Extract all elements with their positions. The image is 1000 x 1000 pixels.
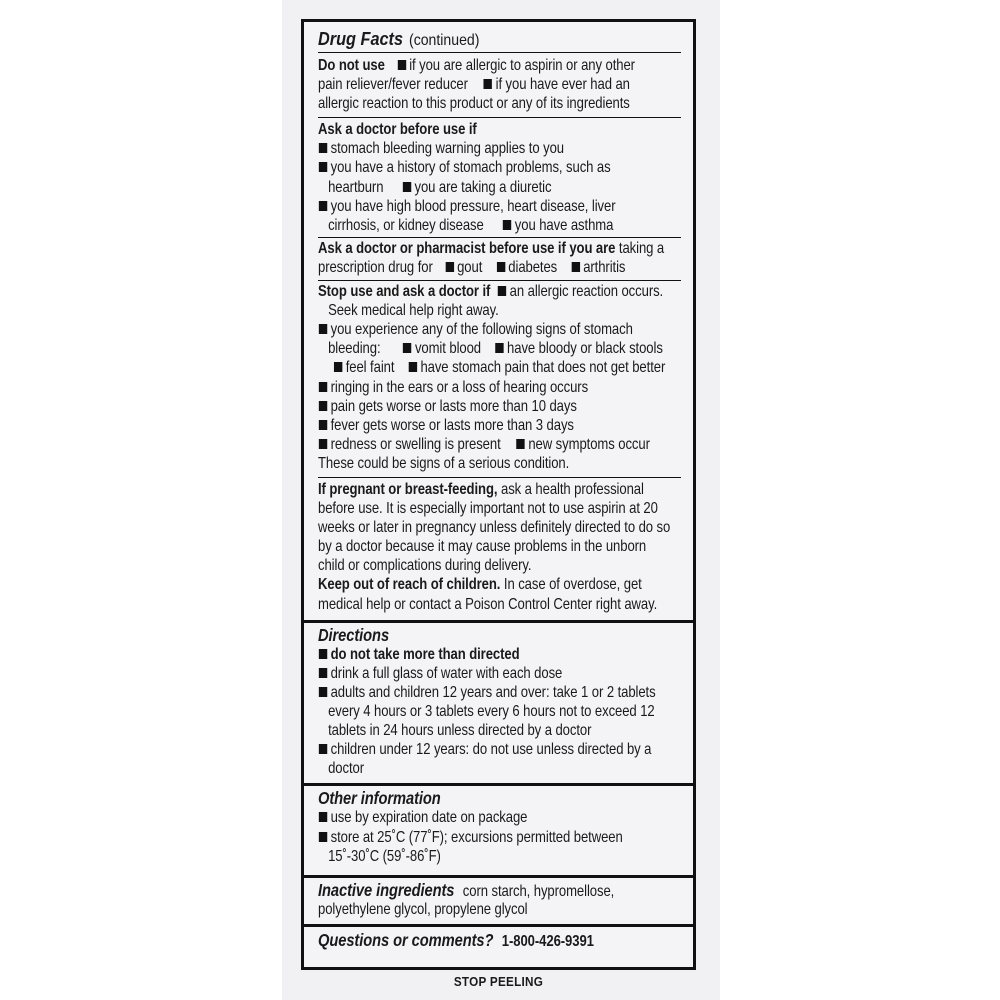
directions-item: tablets in 24 hours unless directed by a doctor [328,722,592,740]
pregnancy-text: by a doctor because it may cause problems in the unborn [318,538,647,556]
other-info-item: store at 25˚C (77˚F); excursions permitted between [330,828,623,846]
directions-item: every 4 hours or 3 tablets every 6 hours not to exceed 12 [328,703,655,720]
bullet-icon [319,812,327,822]
bullet-icon [319,744,327,754]
keep-out-heading: Keep out of reach of children. [318,576,501,594]
stop-use-section [318,281,681,473]
stop-use-item: you experience any of the following signs of stomach [330,321,633,339]
bullet-icon [517,439,525,449]
drug-facts-panel [301,19,696,970]
drug-facts-subtitle: (continued) [408,32,480,49]
bullet-icon [403,182,411,192]
inactive-ingredients-text: corn starch, hypromellose, [462,882,615,900]
keep-out-text: medical help or contact a Poison Control Center right away. [318,595,658,613]
ask-pharmacist-item: gout [457,258,483,276]
stop-use-item: vomit blood [414,340,482,358]
bullet-icon [319,324,327,334]
bullet-icon [319,401,327,411]
bullet-icon [319,439,327,449]
directions-item: doctor [328,760,364,778]
directions-item: children under 12 years: do not use unless directed by a [330,741,652,759]
other-info-heading: Other information [318,788,441,809]
ask-pharmacist-item: arthritis [583,258,626,276]
stop-use-item: pain gets worse or lasts more than 10 days [330,397,577,415]
bullet-icon [319,420,327,430]
bullet-icon [319,687,327,697]
do-not-use-text: if you have ever had an [495,76,630,94]
inactive-ingredients-heading: Inactive ingredients [318,879,455,900]
inactive-ingredients-section [318,878,681,919]
bullet-icon [397,60,405,70]
stop-use-item: bleeding: [328,340,381,358]
bullet-icon [319,649,327,659]
directions-heading: Directions [318,624,390,645]
stop-peeling-label: STOP PEELING [453,974,544,989]
ask-doctor-item: you have a history of stomach problems, such as [330,159,611,177]
directions-section [318,623,681,779]
bullet-icon [498,286,506,296]
bullet-icon [319,382,327,392]
bullet-icon [571,262,579,272]
bullet-icon [484,79,492,89]
stop-use-item: have stomach pain that does not get better [420,359,666,377]
ask-doctor-item: you have asthma [514,216,614,234]
pregnancy-text: child or complications during delivery. [318,557,532,575]
directions-item: adults and children 12 years and over: take 1 or 2 tablets [330,683,656,701]
bullet-icon [503,220,511,230]
stop-use-item: fever gets worse or lasts more than 3 days [330,416,574,434]
do-not-use-heading: Do not use [318,57,385,74]
do-not-use-section [318,53,681,113]
ask-doctor-section [318,118,681,235]
questions-heading: Questions or comments? [318,929,494,950]
do-not-use-text: allergic reaction to this product or any of its ingredients [318,95,630,113]
bullet-icon [319,832,327,842]
stop-use-item: feel faint [345,359,395,377]
ask-doctor-item: cirrhosis, or kidney disease [328,216,484,234]
ask-pharmacist-section [318,238,681,277]
inactive-ingredients-text: polyethylene glycol, propylene glycol [318,900,528,918]
other-info-section [318,786,681,865]
pregnancy-text: weeks or later in pregnancy unless definitely directed to do so [318,519,671,537]
drug-facts-title: Drug Facts [318,28,404,49]
ask-doctor-item: you are taking a diuretic [414,178,552,196]
pregnancy-section [318,478,681,614]
bullet-icon [495,343,503,353]
stop-use-item: redness or swelling is present [330,435,501,453]
other-info-item: 15˚-30˚C (59˚-86˚F) [328,847,441,865]
ask-doctor-item: heartburn [328,178,384,196]
ask-pharmacist-text: prescription drug for [318,258,433,276]
bullet-icon [319,201,327,211]
bullet-icon [319,668,327,678]
ask-doctor-item: you have high blood pressure, heart disease, liver [330,197,616,215]
ask-doctor-item: stomach bleeding warning applies to you [330,140,564,158]
drug-facts-header [318,22,681,52]
stop-use-item: an allergic reaction occurs. [509,283,664,301]
other-info-item: use by expiration date on package [330,809,528,827]
stop-use-item: have bloody or black stools [507,340,663,358]
do-not-use-text: pain reliever/fever reducer [318,76,468,94]
stop-use-text: These could be signs of a serious condition. [318,454,570,472]
ask-doctor-heading: Ask a doctor before use if [318,121,477,139]
ask-pharmacist-item: diabetes [508,258,558,276]
directions-item: drink a full glass of water with each dose [330,664,563,682]
do-not-use-text: if you are allergic to aspirin or any other [409,57,635,74]
bullet-icon [319,143,327,153]
bullet-icon [497,262,505,272]
ask-pharmacist-text: taking a [618,239,665,257]
stop-use-item: new symptoms occur [528,435,650,453]
bullet-icon [403,343,411,353]
bullet-icon [409,362,417,372]
pregnancy-text: before use. It is especially important not to use aspirin at 20 [318,500,658,518]
stop-use-item: ringing in the ears or a loss of hearing occurs [330,378,589,396]
pregnancy-text: ask a health professional [500,480,644,498]
stop-use-heading: Stop use and ask a doctor if [318,283,491,301]
bullet-icon [319,162,327,172]
bullet-icon [334,362,342,372]
ask-pharmacist-heading: Ask a doctor or pharmacist before use if you are [318,239,616,257]
bullet-icon [445,262,453,272]
directions-item: do not take more than directed [330,645,520,663]
pregnancy-heading: If pregnant or breast-feeding, [318,480,498,498]
phone-number: 1-800-426-9391 [501,932,594,950]
keep-out-text: In case of overdose, get [503,576,642,594]
stop-use-item: Seek medical help right away. [328,302,499,320]
questions-section [318,927,681,950]
